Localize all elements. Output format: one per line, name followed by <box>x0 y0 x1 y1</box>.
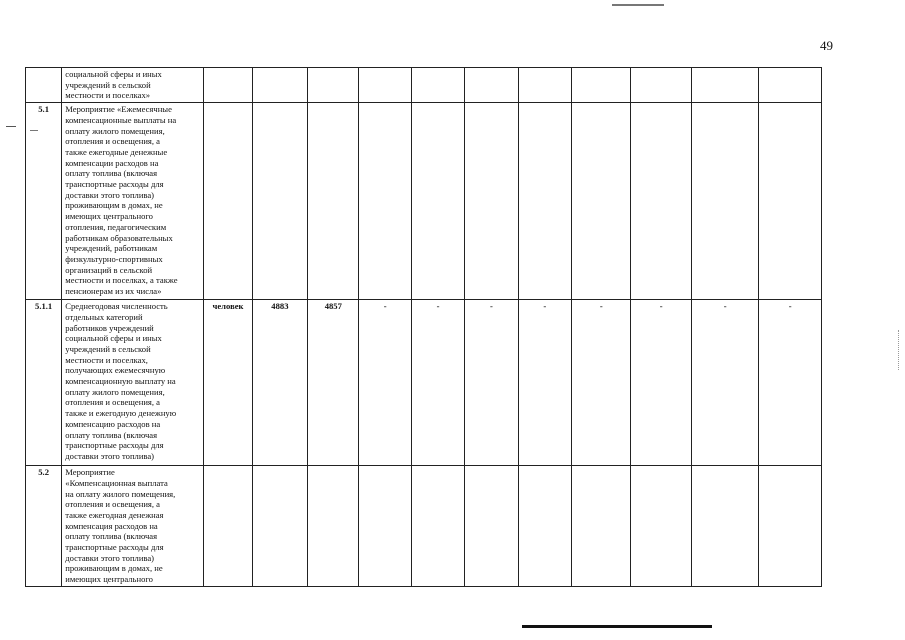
desc-line: также ежегодная денежная <box>65 509 164 520</box>
value-cell <box>308 68 359 103</box>
desc-line: местности и поселках, <box>65 354 148 365</box>
value-cell <box>359 103 411 300</box>
value-cell <box>759 466 822 587</box>
row-description <box>62 68 204 103</box>
table-row <box>26 68 822 103</box>
indicators-table <box>25 67 822 587</box>
desc-line: компенсацию расходов на <box>65 418 161 429</box>
unit-cell <box>204 68 252 103</box>
desc-line: учреждений в сельской <box>65 343 151 354</box>
value-cell <box>411 68 464 103</box>
desc-line: доставки этого топлива) <box>65 450 155 461</box>
value-cell <box>252 466 307 587</box>
desc-line: компенсационные выплаты на <box>65 114 177 125</box>
value-cell: 4857 <box>308 300 359 466</box>
desc-line: отопления, педагогическим <box>65 221 167 232</box>
value-cell <box>631 103 691 300</box>
unit-cell: человек <box>204 300 252 466</box>
desc-line: на оплату жилого помещения, <box>65 488 176 499</box>
scan-mark-top <box>612 4 664 6</box>
table-row <box>26 103 822 300</box>
unit-cell <box>204 466 252 587</box>
desc-line: организаций в сельской <box>65 264 153 275</box>
value-cell <box>759 103 822 300</box>
unit-cell <box>204 103 252 300</box>
desc-line: проживающим в домах, не <box>65 200 163 211</box>
value-cell: - <box>411 300 464 466</box>
value-cell <box>465 103 518 300</box>
desc-line: компенсации расходов на <box>65 157 159 168</box>
desc-line: транспортные расходы для <box>65 179 164 190</box>
desc-line: оплату жилого помещения, <box>65 386 165 397</box>
value-cell <box>252 68 307 103</box>
desc-line: транспортные расходы для <box>65 440 164 451</box>
value-cell: - <box>691 300 759 466</box>
desc-line: отопления и освещения, а <box>65 397 160 408</box>
desc-line: отдельных категорий <box>65 311 143 322</box>
table-row <box>26 300 822 466</box>
desc-line: Мероприятие <box>65 467 115 478</box>
desc-line: имеющих центрального <box>65 574 153 585</box>
desc-line: «Компенсационная выплата <box>65 477 168 488</box>
scan-mark-bottom <box>522 625 712 628</box>
desc-line: оплату топлива (включая <box>65 168 158 179</box>
row-number <box>26 68 62 103</box>
row-number: 5.1 <box>26 103 62 300</box>
desc-line: проживающим в домах, не <box>65 563 163 574</box>
desc-line: транспортные расходы для <box>65 542 164 553</box>
table-row <box>26 466 822 587</box>
row-description <box>62 300 204 466</box>
value-cell <box>359 466 411 587</box>
desc-line: Среднегодовая численность <box>65 301 168 312</box>
desc-line: также и ежегодную денежную <box>65 408 177 419</box>
desc-line: доставки этого топлива) <box>65 552 155 563</box>
value-cell <box>465 466 518 587</box>
value-cell <box>308 466 359 587</box>
value-cell: - <box>359 300 411 466</box>
value-cell <box>572 68 631 103</box>
value-cell <box>518 466 571 587</box>
desc-line: отопления и освещения, а <box>65 136 160 147</box>
value-cell <box>572 103 631 300</box>
row-description <box>62 103 204 300</box>
desc-line: физкультурно-спортивных <box>65 253 163 264</box>
page-number: 49 <box>820 38 833 53</box>
desc-line: оплату жилого помещения, <box>65 125 165 136</box>
value-cell <box>252 103 307 300</box>
desc-line: учреждений, работникам <box>65 243 158 254</box>
value-cell: - <box>518 300 571 466</box>
value-cell <box>691 103 759 300</box>
row-description <box>62 466 204 587</box>
value-cell <box>572 466 631 587</box>
value-cell <box>465 68 518 103</box>
desc-line: социальной сферы и иных <box>65 69 162 79</box>
desc-line: также ежегодные денежные <box>65 146 168 157</box>
desc-line: компенсационную выплату на <box>65 376 176 387</box>
desc-line: учреждений в сельской <box>65 79 151 90</box>
value-cell: - <box>631 300 691 466</box>
desc-line: местности и поселках, а также <box>65 275 178 286</box>
value-cell <box>411 466 464 587</box>
value-cell <box>411 103 464 300</box>
desc-line: Мероприятие «Ежемесячные <box>65 104 172 115</box>
value-cell: - <box>465 300 518 466</box>
desc-line: работников учреждений <box>65 322 154 333</box>
value-cell <box>631 68 691 103</box>
desc-line: работникам образовательных <box>65 232 173 243</box>
value-cell <box>631 466 691 587</box>
value-cell <box>308 103 359 300</box>
desc-line: имеющих центрального <box>65 211 153 222</box>
desc-line: компенсация расходов на <box>65 520 158 531</box>
value-cell <box>691 466 759 587</box>
desc-line: отопления и освещения, а <box>65 499 160 510</box>
row-number: 5.1.1 <box>26 300 62 466</box>
value-cell <box>518 103 571 300</box>
desc-line: получающих ежемесячную <box>65 365 166 376</box>
desc-line: пенсионерам из их числа» <box>65 286 162 297</box>
value-cell: 4883 <box>252 300 307 466</box>
value-cell: - <box>572 300 631 466</box>
value-cell: - <box>759 300 822 466</box>
value-cell <box>518 68 571 103</box>
value-cell <box>359 68 411 103</box>
row-number: 5.2 <box>26 466 62 587</box>
desc-line: социальной сферы и иных <box>65 333 162 344</box>
value-cell <box>759 68 822 103</box>
scan-mark-right <box>898 330 900 370</box>
desc-line: местности и поселках» <box>65 90 151 101</box>
scan-mark-left <box>6 126 16 127</box>
desc-line: оплату топлива (включая <box>65 429 158 440</box>
value-cell <box>691 68 759 103</box>
desc-line: доставки этого топлива) <box>65 189 155 200</box>
desc-line: оплату топлива (включая <box>65 531 158 542</box>
